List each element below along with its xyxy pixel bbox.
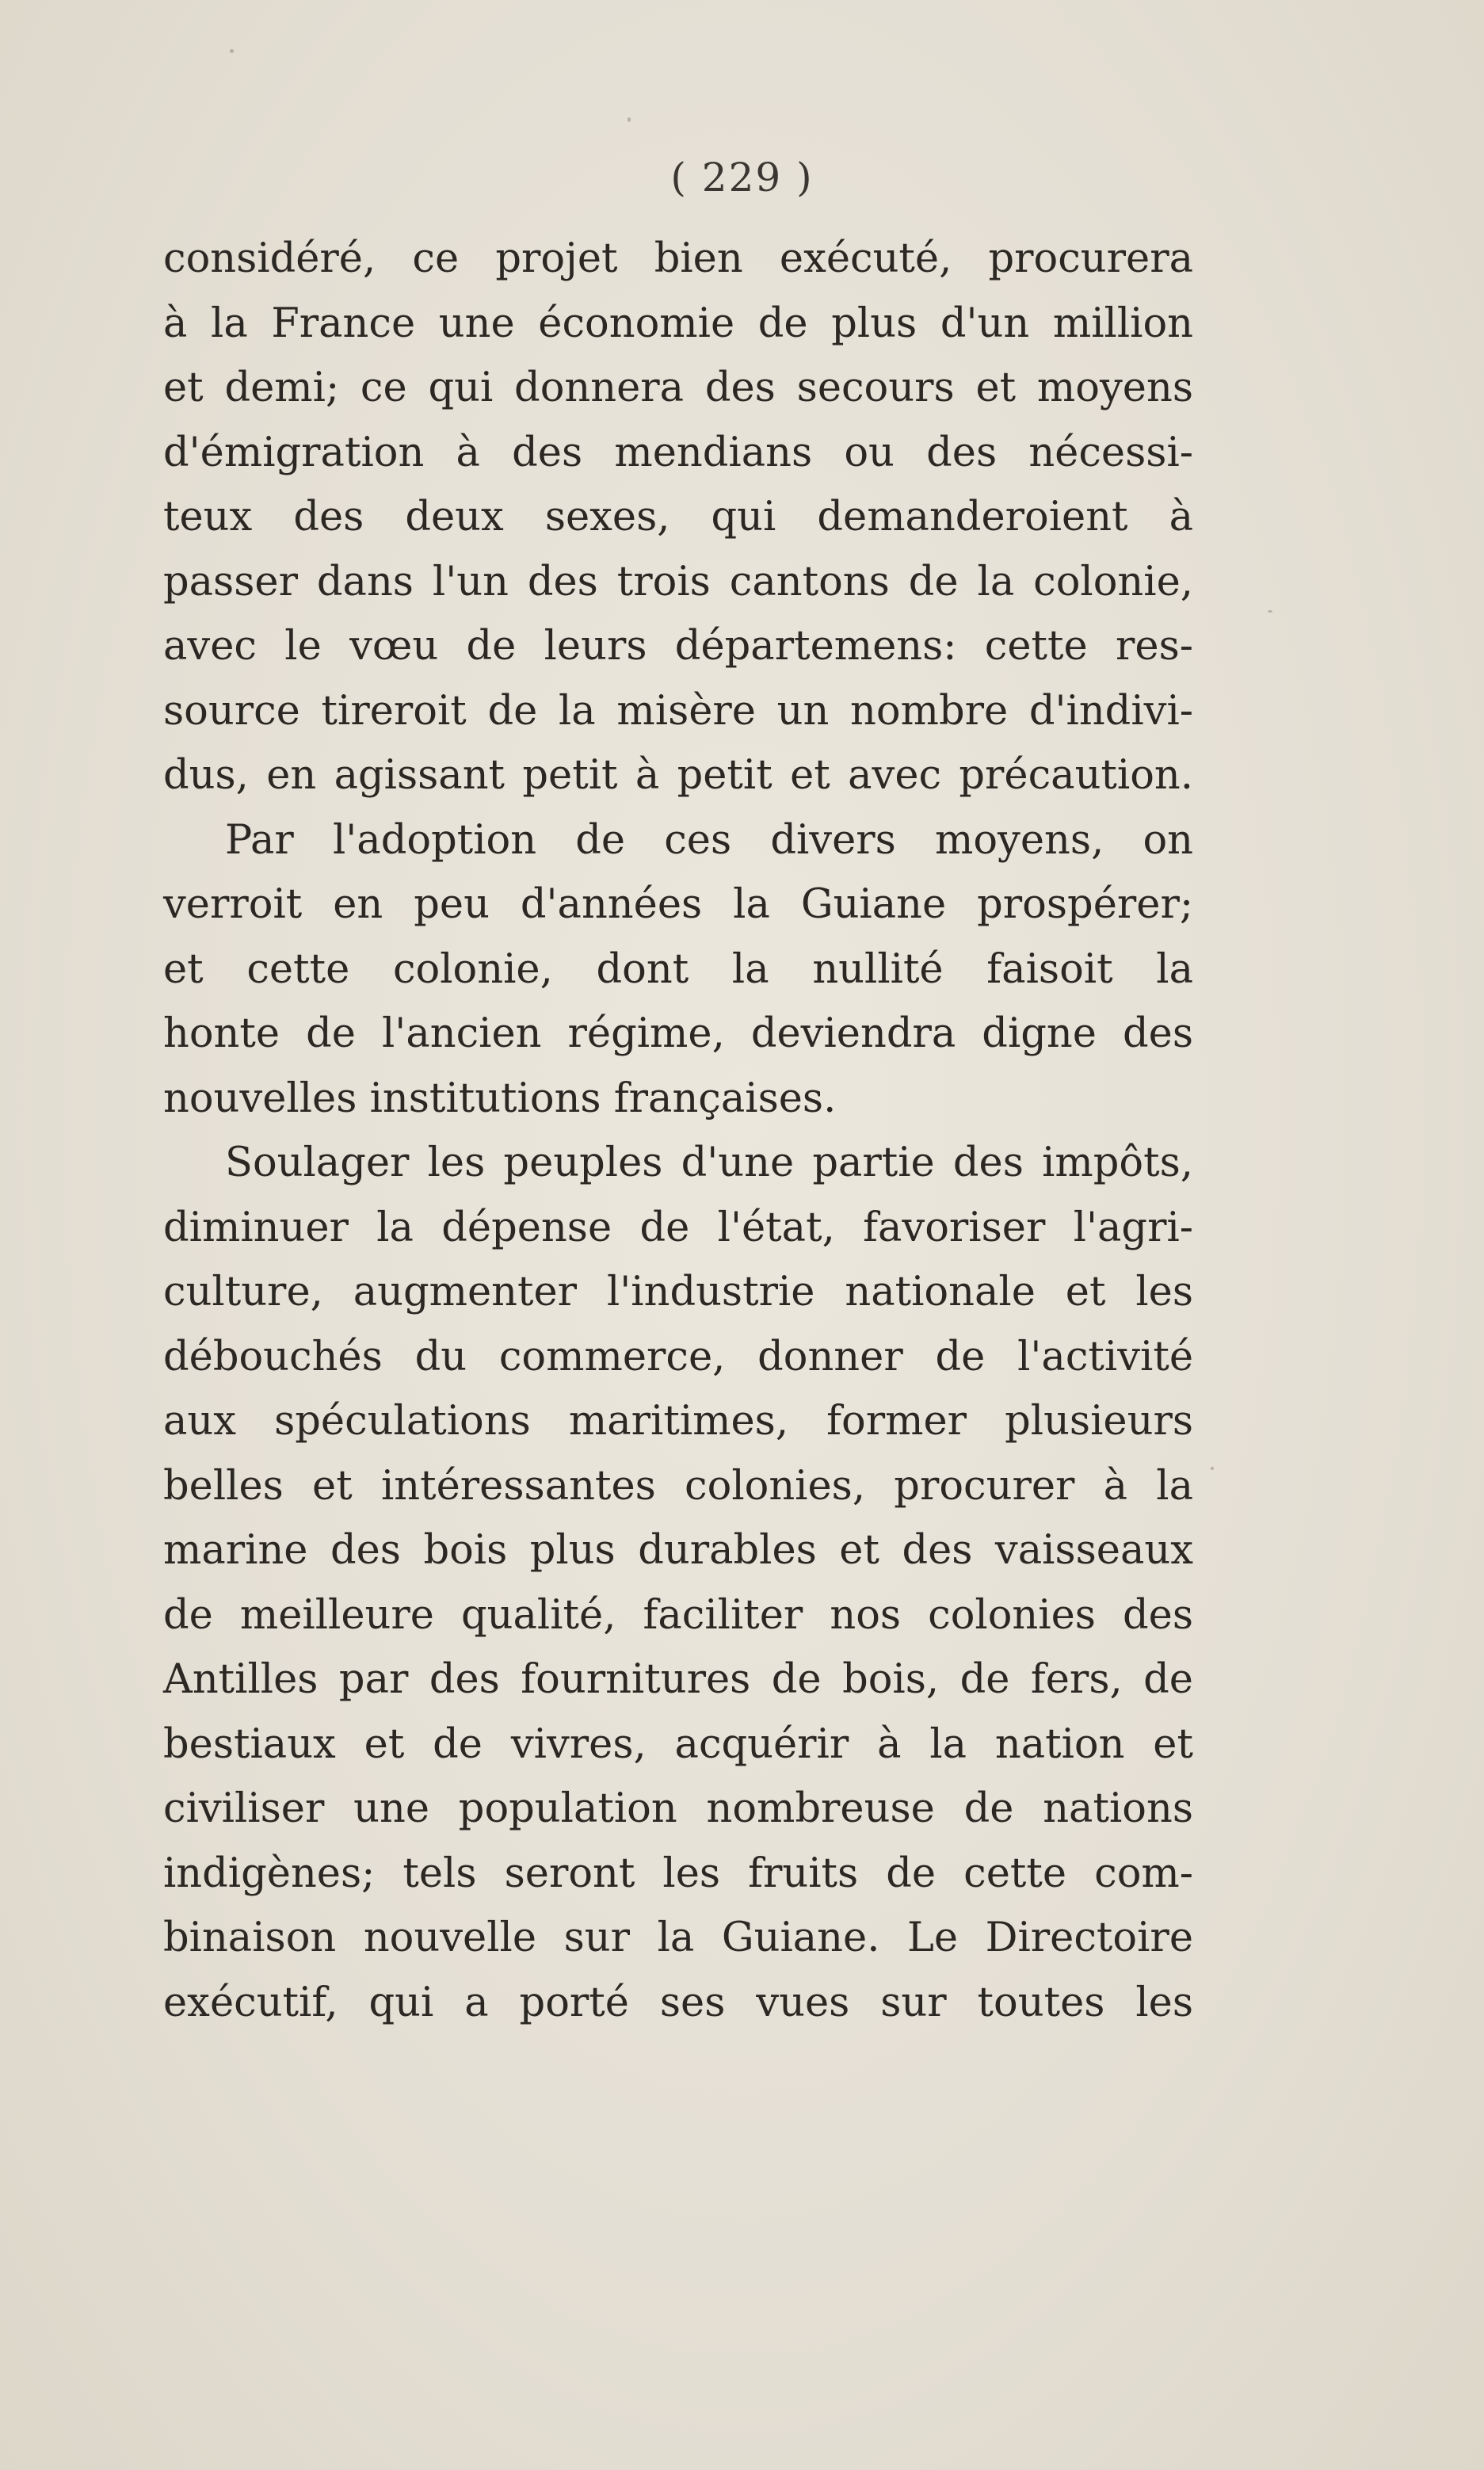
text-line: Soulager les peuples d'une partie des impôts, — [225, 1140, 1193, 1186]
paper-speck — [628, 117, 631, 122]
text-line: source tireroit de la misère un nombre d'indivi- — [163, 687, 1193, 735]
text-line: Antilles par des fournitures de bois, de fers, de — [163, 1656, 1193, 1703]
text-line: aux spéculations maritimes, former plusieurs — [163, 1398, 1193, 1445]
text-line: marine des bois plus durables et des vaisseaux — [163, 1527, 1193, 1574]
text-line: Par l'adoption de ces divers moyens, on — [225, 816, 1193, 864]
text-line: verroit en peu d'années la Guiane prospérer; — [163, 881, 1193, 928]
text-line: débouchés du commerce, donner de l'activité — [163, 1333, 1193, 1380]
text-line: dus, en agissant petit à petit et avec précaution. — [163, 752, 1193, 799]
text-line: diminuer la dépense de l'état, favoriser l'agri- — [163, 1204, 1193, 1251]
text-line: belles et intéressantes colonies, procurer à la — [163, 1462, 1193, 1510]
page-number: ( 229 ) — [670, 155, 814, 200]
paper-speck — [230, 49, 234, 53]
body-text — [163, 227, 1193, 2035]
text-line: civiliser une population nombreuse de nations — [163, 1785, 1193, 1832]
paper-speck — [1268, 610, 1272, 613]
paper-speck — [1211, 1467, 1214, 1470]
text-line: de meilleure qualité, faciliter nos colonies des — [163, 1591, 1193, 1639]
text-line: binaison nouvelle sur la Guiane. Le Directoire — [163, 1915, 1193, 1961]
text-line: honte de l'ancien régime, deviendra digne des — [163, 1010, 1193, 1057]
text-line: teux des deux sexes, qui demanderoient à — [163, 494, 1193, 540]
text-line: considéré, ce projet bien exécuté, procurera — [163, 235, 1193, 282]
text-line: nouvelles institutions françaises. — [163, 1075, 837, 1122]
text-line: d'émigration à des mendians ou des nécessi- — [163, 429, 1193, 476]
text-line: culture, augmenter l'industrie nationale et les — [163, 1269, 1193, 1315]
text-line: bestiaux et de vivres, acquérir à la nation et — [163, 1720, 1193, 1768]
text-line: passer dans l'un des trois cantons de la colonie, — [163, 558, 1193, 605]
text-line: à la France une économie de plus d'un million — [163, 300, 1193, 347]
text-line: avec le vœu de leurs départemens: cette res- — [163, 623, 1193, 670]
text-line: et demi; ce qui donnera des secours et moyens — [163, 365, 1193, 411]
text-line: indigènes; tels seront les fruits de cette com- — [163, 1850, 1193, 1897]
text-line: exécutif, qui a porté ses vues sur toutes les — [163, 1979, 1193, 2026]
text-line: et cette colonie, dont la nullité faisoit la — [163, 945, 1193, 993]
